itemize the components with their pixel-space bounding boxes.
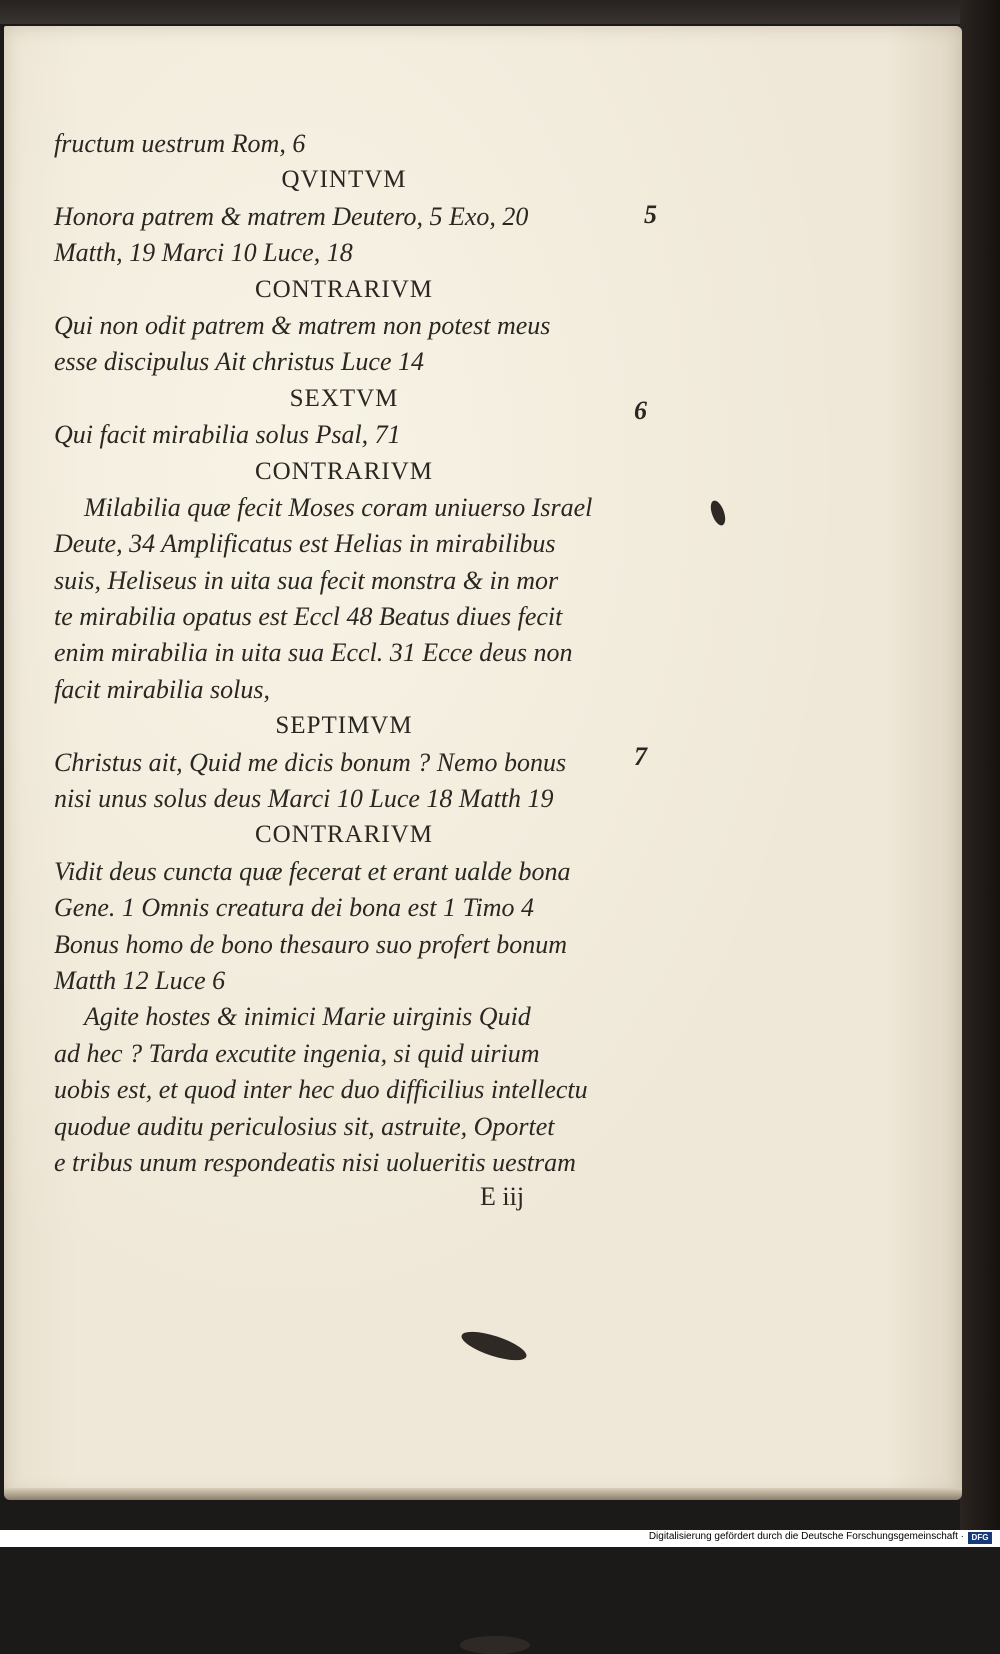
book-spine-edge bbox=[960, 0, 1000, 1530]
text-line: facit mirabilia solus, bbox=[54, 674, 270, 704]
text-line: uobis est, et quod inter hec duo difficilius intellectu bbox=[54, 1075, 588, 1105]
signature-mark: E iij bbox=[480, 1182, 525, 1211]
funding-credit: Digitalisierung gefördert durch die Deutsche Forschungsgemeinschaft · bbox=[648, 1531, 964, 1542]
margin-number-7: 7 bbox=[634, 742, 647, 771]
text-line: Vidit deus cuncta quæ fecerat et erant ualde bona bbox=[54, 856, 571, 886]
text-line: fructum uestrum Rom, 6 bbox=[54, 129, 306, 158]
section-heading-sextum: SEXTVM bbox=[289, 384, 399, 412]
dfg-logo: DFG bbox=[968, 1532, 992, 1544]
text-line: Agite hostes & inimici Marie uirginis Quid bbox=[84, 1002, 531, 1032]
text-line: Matth, 19 Marci 10 Luce, 18 bbox=[54, 238, 353, 268]
text-line: e tribus unum respondeatis nisi uolueritis uestram bbox=[54, 1147, 576, 1177]
text-line: Christus ait, Quid me dicis bonum ? Nemo bonus bbox=[54, 747, 567, 777]
section-heading-quintum: QVINTVM bbox=[281, 166, 407, 194]
text-line: Honora patrem & matrem Deutero, 5 Exo, 20 bbox=[54, 201, 529, 231]
text-line: Matth 12 Luce 6 bbox=[54, 965, 226, 995]
text-line: Gene. 1 Omnis creatura dei bona est 1 Timo 4 bbox=[54, 893, 534, 923]
text-line: nisi unus solus deus Marci 10 Luce 18 Matth 19 bbox=[54, 784, 554, 814]
text-line: te mirabilia opatus est Eccl 48 Beatus diues fecit bbox=[54, 602, 563, 632]
text-line: suis, Heliseus in uita sua fecit monstra & in mor bbox=[54, 565, 559, 595]
text-line: Deute, 34 Amplificatus est Helias in mirabilibus bbox=[54, 529, 556, 559]
footer-bar bbox=[0, 1530, 1000, 1547]
text-line: quodue auditu periculosius sit, astruite, Oportet bbox=[54, 1111, 555, 1141]
text-line: esse discipulus Ait christus Luce 14 bbox=[54, 347, 425, 377]
text-line: Milabilia quæ fecit Moses coram uniuerso Israel bbox=[84, 492, 593, 522]
text-line: enim mirabilia in uita sua Eccl. 31 Ecce deus non bbox=[54, 638, 573, 668]
section-heading-septimum: SEPTIMVM bbox=[275, 712, 413, 740]
section-heading-contrarium: CONTRARIVM bbox=[254, 275, 434, 303]
scan-background-top bbox=[0, 0, 1000, 24]
text-line: Qui facit mirabilia solus Psal, 71 bbox=[54, 420, 401, 450]
page-bottom-edge bbox=[4, 1488, 962, 1500]
section-heading-contrarium: CONTRARIVM bbox=[254, 457, 434, 485]
text-line: Bonus homo de bono thesauro suo profert bonum bbox=[54, 929, 568, 959]
margin-number-5: 5 bbox=[644, 200, 657, 229]
section-heading-contrarium: CONTRARIVM bbox=[254, 821, 434, 849]
text-line: ad hec ? Tarda excutite ingenia, si quid uirium bbox=[54, 1038, 540, 1068]
page-text-block bbox=[54, 126, 634, 1181]
text-line: Qui non odit patrem & matrem non potest meus bbox=[54, 310, 551, 340]
margin-number-6: 6 bbox=[634, 396, 647, 425]
ink-blot bbox=[460, 1636, 530, 1654]
